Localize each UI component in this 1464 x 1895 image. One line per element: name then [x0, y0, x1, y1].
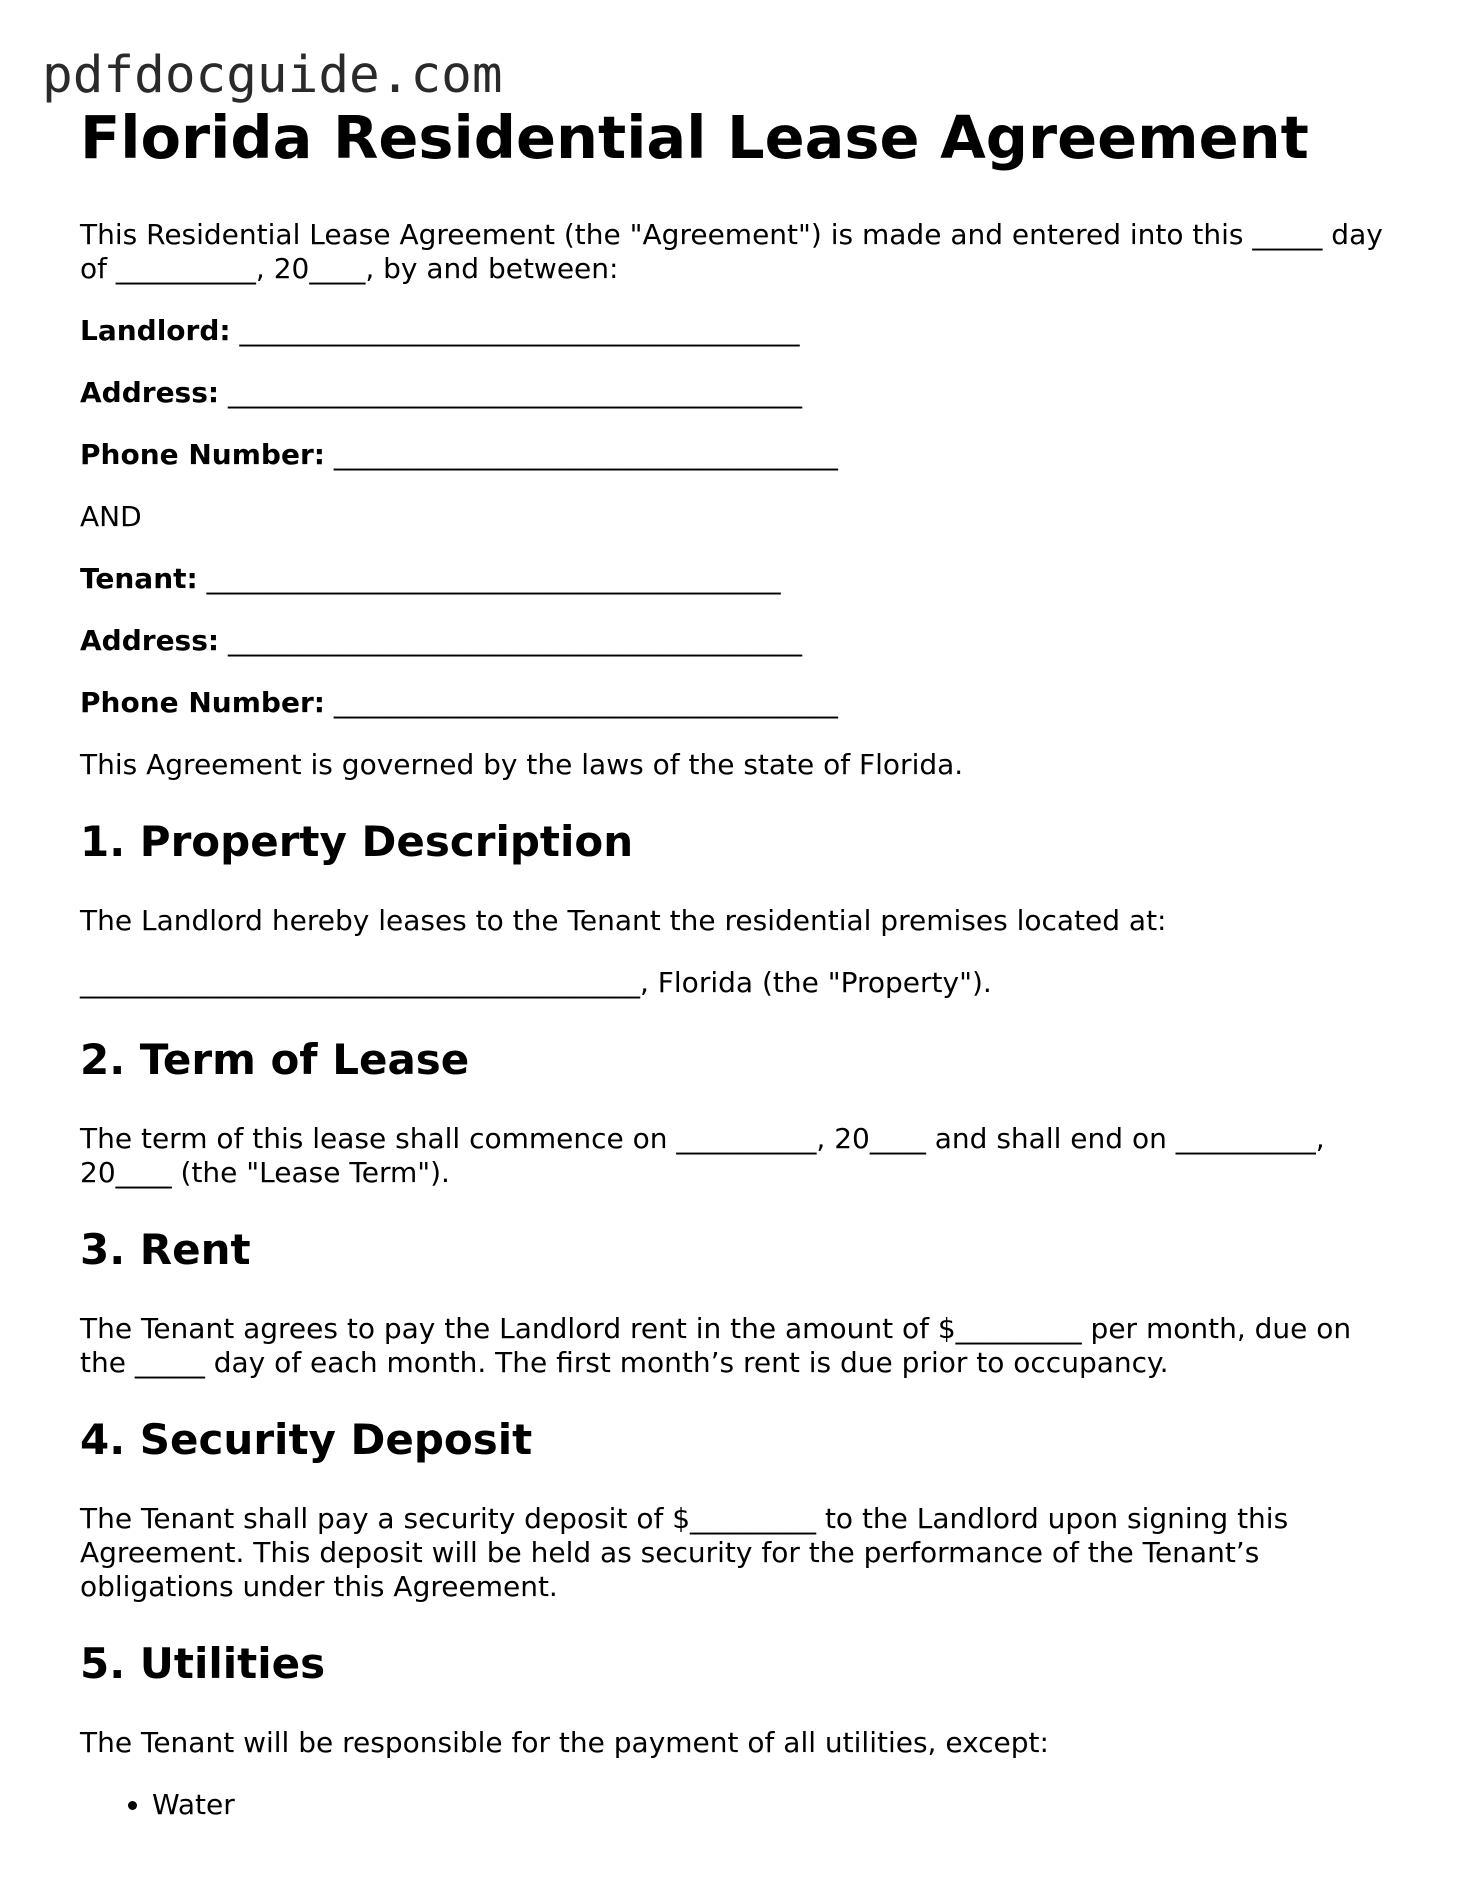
landlord-name-blank: ________________________________________	[239, 314, 800, 347]
landlord-phone-field	[80, 438, 1400, 472]
section-heading-term: 2. Term of Lease	[80, 1035, 470, 1084]
landlord-address-label: Address:	[80, 376, 220, 409]
lease-document	[80, 100, 1400, 1822]
tenant-address-blank: _________________________________________	[228, 624, 802, 657]
watermark: pdfdocguide.com	[42, 46, 503, 105]
property-text-location: ________________________________________, Florida (the "Property").	[80, 966, 992, 999]
and-separator: AND	[80, 500, 142, 533]
section-heading-property: 1. Property Description	[80, 817, 634, 866]
tenant-name-field	[80, 562, 1400, 596]
landlord-address-blank: _________________________________________	[228, 376, 802, 409]
tenant-name-blank: _________________________________________	[206, 562, 781, 595]
tenant-name-label: Tenant:	[80, 562, 198, 595]
tenant-address-label: Address:	[80, 624, 220, 657]
deposit-text: The Tenant shall pay a security deposit of $_________ to the Landlord upon signing this Agreement. This deposit will be held as security for the performance of the Tenant’s obligations under this Agreement.	[80, 1502, 1289, 1603]
utilities-exceptions-list	[80, 1788, 1400, 1822]
governing-law-text: This Agreement is governed by the laws of the state of Florida.	[80, 748, 964, 781]
landlord-name-field	[80, 314, 1400, 348]
term-text: The term of this lease shall commence on __________, 20____ and shall end on __________, 20____ (the "Lease Term").	[80, 1122, 1325, 1189]
tenant-phone-label: Phone Number:	[80, 686, 325, 719]
property-text-intro: The Landlord hereby leases to the Tenant the residential premises located at:	[80, 904, 1167, 937]
section-heading-rent: 3. Rent	[80, 1225, 251, 1274]
landlord-address-field	[80, 376, 1400, 410]
landlord-name-label: Landlord:	[80, 314, 231, 347]
list-item: • Water	[152, 1788, 1400, 1822]
utilities-text: The Tenant will be responsible for the payment of all utilities, except:	[80, 1726, 1049, 1759]
section-heading-deposit: 4. Security Deposit	[80, 1415, 533, 1464]
tenant-address-field	[80, 624, 1400, 658]
tenant-phone-field	[80, 686, 1400, 720]
tenant-phone-blank: ____________________________________	[333, 686, 838, 719]
landlord-phone-blank: ____________________________________	[333, 438, 838, 471]
rent-text: The Tenant agrees to pay the Landlord rent in the amount of $_________ per month, due on the _____ day of each month. The first month’s rent is due prior to occupancy.	[80, 1312, 1352, 1379]
section-heading-utilities: 5. Utilities	[80, 1639, 326, 1688]
intro-paragraph: This Residential Lease Agreement (the "Agreement") is made and entered into this _____ day of __________, 20____, by and between:	[80, 218, 1383, 285]
landlord-phone-label: Phone Number:	[80, 438, 325, 471]
document-title: Florida Residential Lease Agreement	[80, 103, 1309, 172]
